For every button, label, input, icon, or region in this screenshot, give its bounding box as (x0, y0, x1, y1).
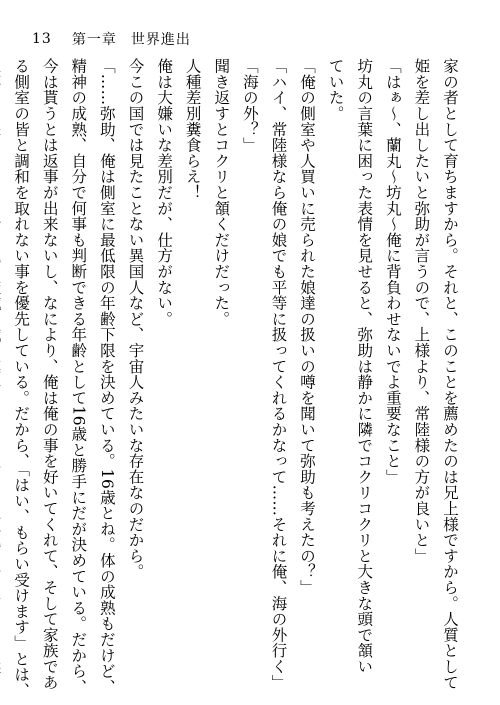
text-line: 「……弥助、俺は側室に最低限の年齢下限を決めている。16歳とね。体の成熟もだけど、 (97, 58, 116, 695)
text-line: 姫を差し出したいと弥助が言うので、上様より、常陸様の方が良いと」 (412, 58, 431, 564)
text-line: 「俺の側室や人買いに売られた娘達の扱いの噂を聞いて弥助も考えたの？」 (298, 58, 317, 596)
text-line: 俺は大嫌いな差別だが、仕方がない。 (155, 58, 174, 327)
text-line: 家の者として育ちますから。それと、このことを薦めたのは兄上様ですから。人質として (441, 58, 459, 690)
text-line: 「はぁ～、蘭丸～坊丸～俺に背負わせないでよ重要なこと」 (383, 58, 402, 485)
text-line: 今は貰うとは返事が出来ないし、なにより、俺は俺の事を好いてくれて、そして家族であ (40, 58, 59, 690)
text-line: ていた。 (326, 58, 345, 122)
text-line: 人種差別糞食らえ！ (183, 58, 202, 201)
body-text (12, 58, 464, 699)
page-number: 13 (32, 31, 52, 47)
text-line: 聞き返すとコクリと頷くだけだった。 (212, 58, 231, 327)
text-line: る側室の皆と調和を取れない事を優先している。だから、「はい、もらい受けます」とは、 (12, 58, 31, 699)
text-line: 精神の成熟、自分で何事も判断できる年齢として16歳と勝手にだが決めている。だから、 (69, 58, 88, 695)
text-line: 「海の外？」 (240, 58, 259, 153)
chapter-title: 世界進出 (130, 32, 191, 48)
text-line: 「ハイ、常陸様なら俺の娘でも平等に扱ってくれるかなって……それに俺、海の外行く」 (269, 58, 288, 690)
text-line: 今この国では見たことない異国人など、宇宙人みたいな存在なのだから。 (126, 58, 145, 580)
text-line (0, 58, 7, 670)
chapter-label: 第一章 (71, 32, 117, 48)
text-line: 坊丸の言葉に困った表情を見せると、弥助は静かに隣でコクリコクリと大きな頭で頷い (355, 58, 374, 675)
running-head (32, 28, 191, 50)
